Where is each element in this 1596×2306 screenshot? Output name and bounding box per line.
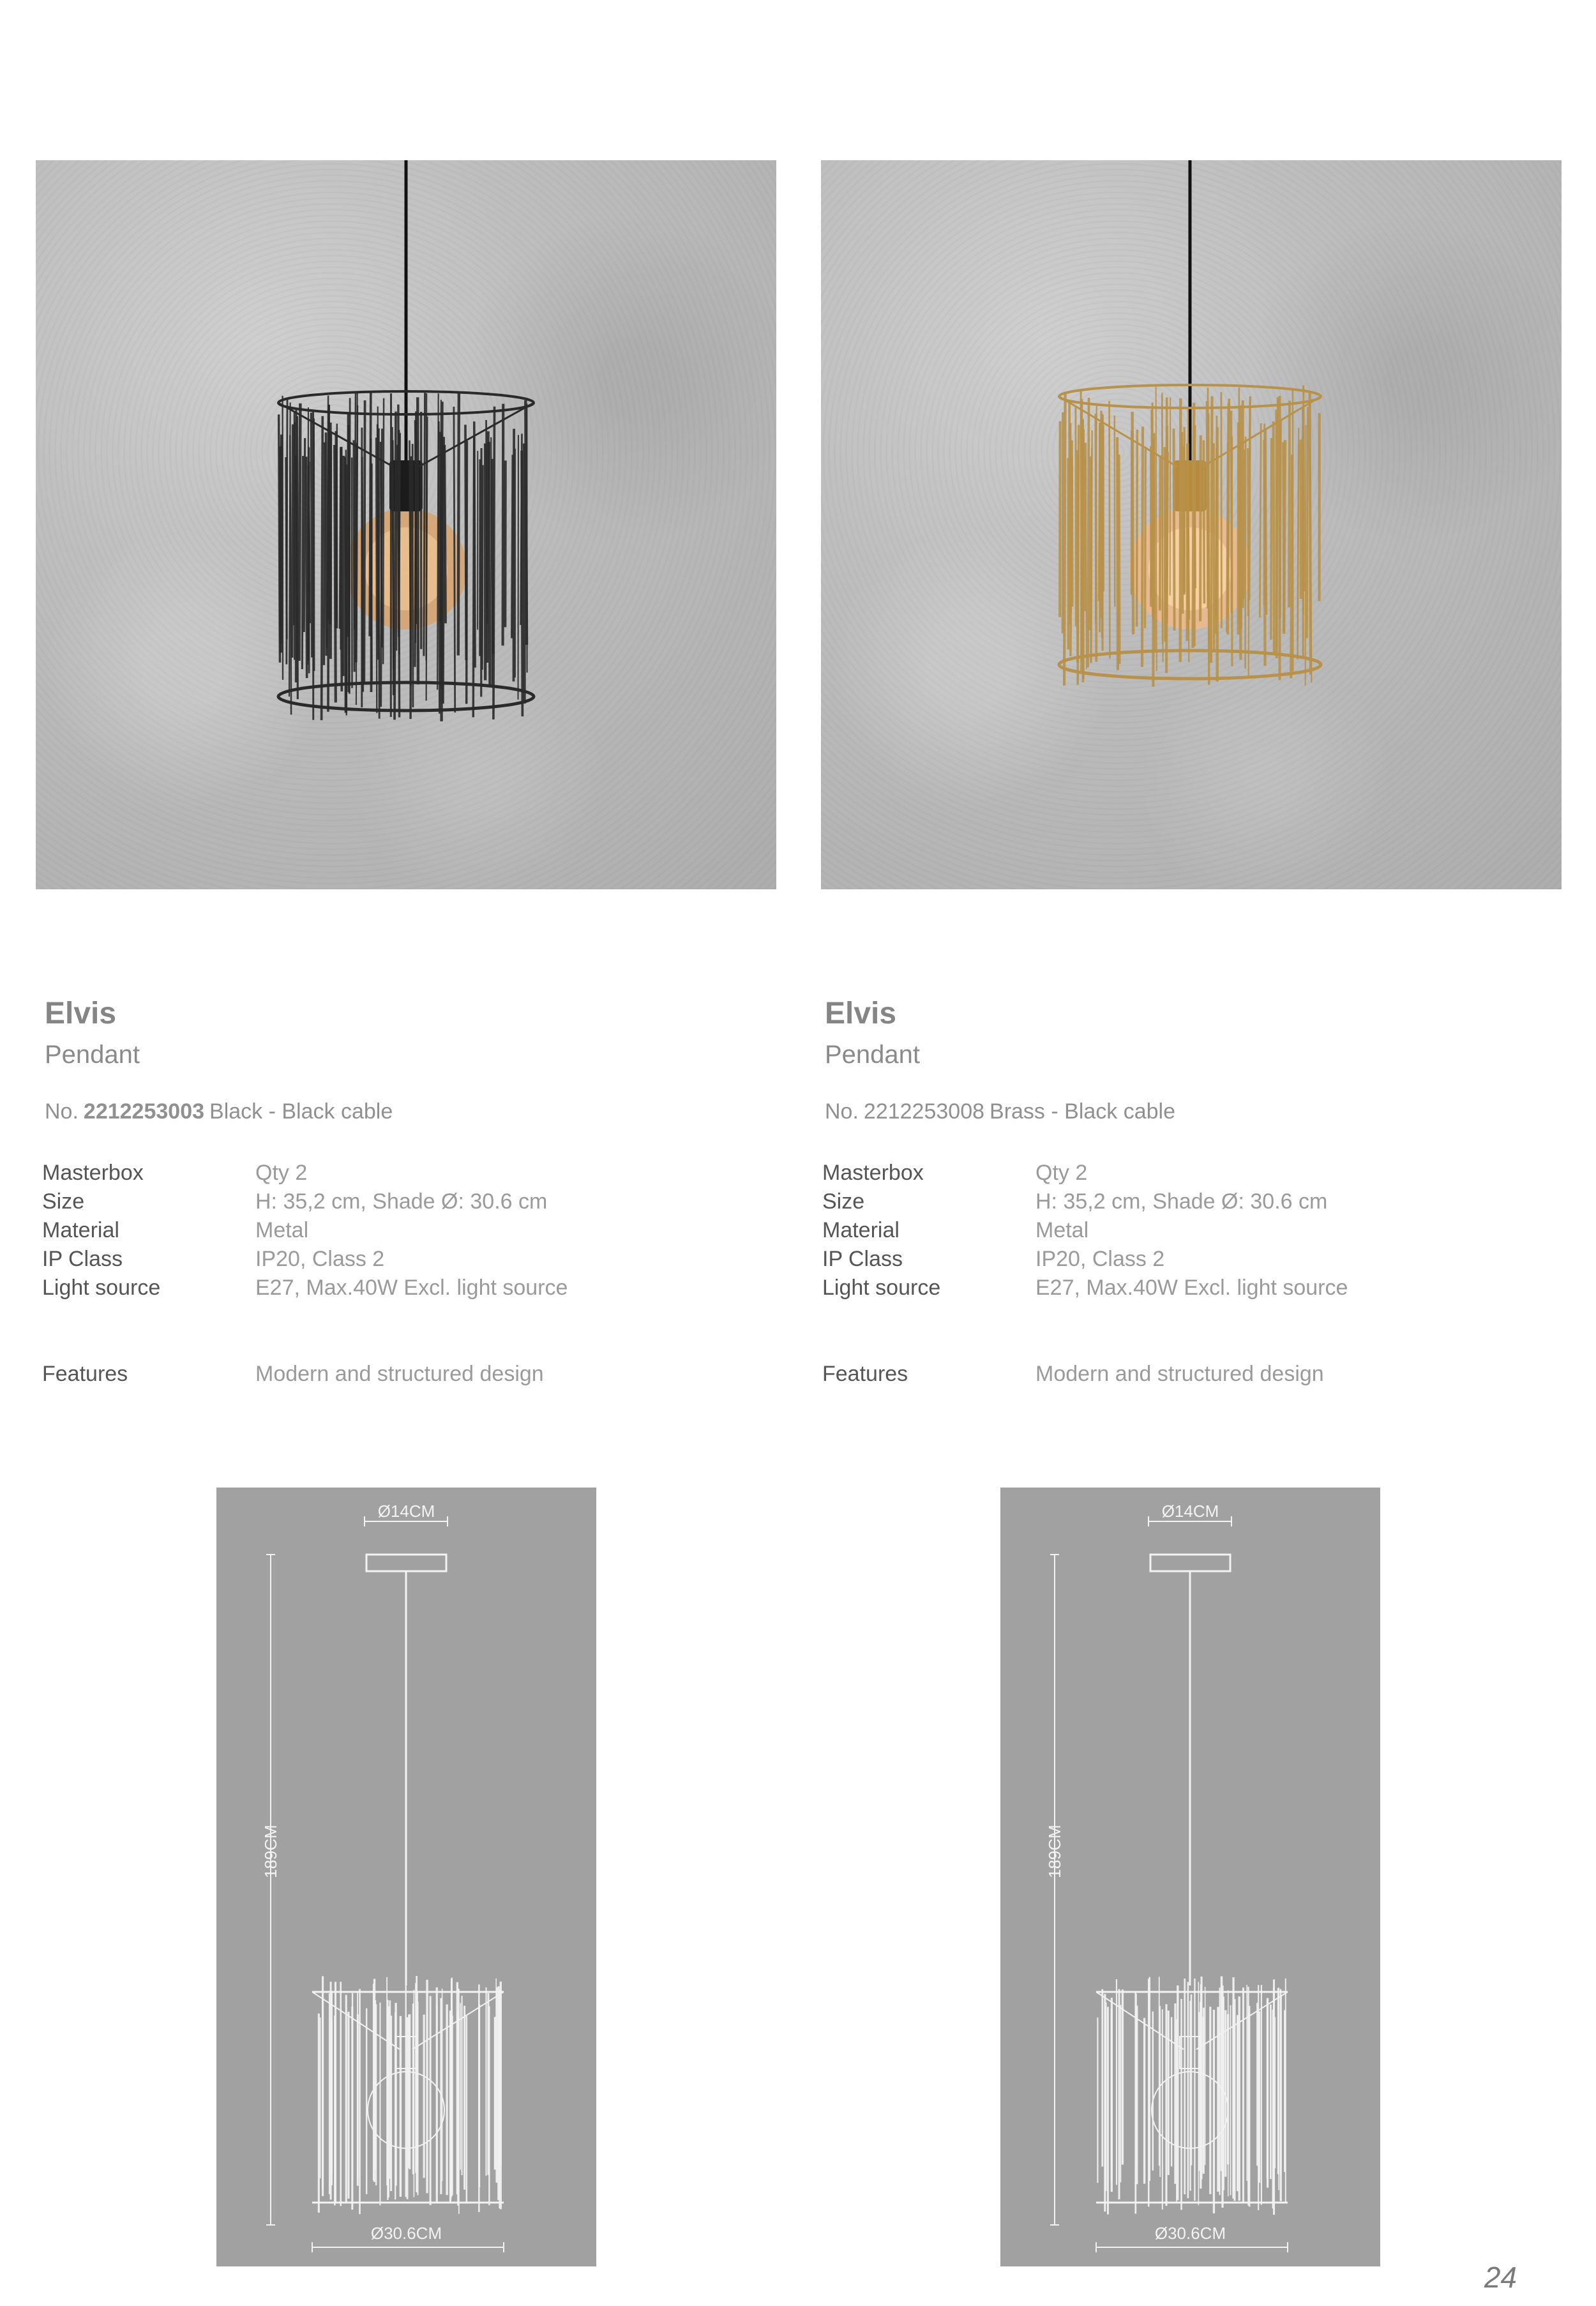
spec-label: Features xyxy=(42,1362,128,1386)
variant: Brass - Black cable xyxy=(990,1099,1176,1124)
dimension-diagram-black xyxy=(216,1488,596,2266)
spec-value: Modern and structured design xyxy=(255,1362,544,1386)
number-prefix: No. xyxy=(825,1099,859,1124)
spec-label: Size xyxy=(42,1189,85,1214)
spec-value: Modern and structured design xyxy=(1035,1362,1324,1386)
height-label: 189CM xyxy=(261,1825,280,1878)
page-number: 24 xyxy=(1484,2261,1517,2294)
spec-label: Light source xyxy=(42,1276,161,1300)
spec-label: IP Class xyxy=(822,1247,903,1271)
product-type: Pendant xyxy=(45,1041,140,1069)
spec-value: E27, Max.40W Excl. light source xyxy=(1035,1276,1348,1300)
spec-label: Features xyxy=(822,1362,908,1386)
dimension-diagram-brass xyxy=(1000,1488,1380,2266)
product-number xyxy=(45,1099,393,1124)
spec-value: Metal xyxy=(255,1218,309,1242)
height-label: 189CM xyxy=(1045,1825,1064,1878)
product-photo-brass xyxy=(821,160,1562,889)
product-name: Elvis xyxy=(45,997,117,1030)
spec-label: Masterbox xyxy=(42,1161,144,1185)
product-photo-black xyxy=(36,160,776,889)
spec-label: Masterbox xyxy=(822,1161,924,1185)
lamp-outline xyxy=(266,1516,504,2252)
spec-label: Material xyxy=(42,1218,119,1242)
shade-diameter-label: Ø30.6CM xyxy=(1154,2224,1226,2243)
product-type: Pendant xyxy=(825,1041,921,1069)
spec-value: Metal xyxy=(1035,1218,1089,1242)
spec-value: H: 35,2 cm, Shade Ø: 30.6 cm xyxy=(1035,1189,1328,1214)
item-code: 2212253003 xyxy=(83,1099,205,1124)
spec-label: IP Class xyxy=(42,1247,123,1271)
lamp-outline xyxy=(1050,1516,1288,2252)
spec-label: Light source xyxy=(822,1276,941,1300)
spec-label: Material xyxy=(822,1218,900,1242)
spec-value: Qty 2 xyxy=(1035,1161,1088,1185)
product-name: Elvis xyxy=(825,997,897,1030)
item-code: 2212253008 xyxy=(863,1099,985,1124)
lamp-drawing xyxy=(1059,160,1321,687)
number-prefix: No. xyxy=(45,1099,79,1124)
shade-diameter-label: Ø30.6CM xyxy=(370,2224,442,2243)
spec-value: H: 35,2 cm, Shade Ø: 30.6 cm xyxy=(255,1189,548,1214)
product-number xyxy=(825,1099,1175,1124)
spec-value: IP20, Class 2 xyxy=(255,1247,385,1271)
top-diameter-label: Ø14CM xyxy=(377,1502,435,1521)
variant: Black - Black cable xyxy=(209,1099,393,1124)
spec-value: IP20, Class 2 xyxy=(1035,1247,1165,1271)
spec-label: Size xyxy=(822,1189,865,1214)
pendant-lamp-illustration xyxy=(821,160,1562,889)
spec-value: Qty 2 xyxy=(255,1161,308,1185)
spec-value: E27, Max.40W Excl. light source xyxy=(255,1276,568,1300)
top-diameter-label: Ø14CM xyxy=(1161,1502,1219,1521)
pendant-lamp-illustration xyxy=(36,160,776,889)
lamp-drawing xyxy=(278,160,534,721)
